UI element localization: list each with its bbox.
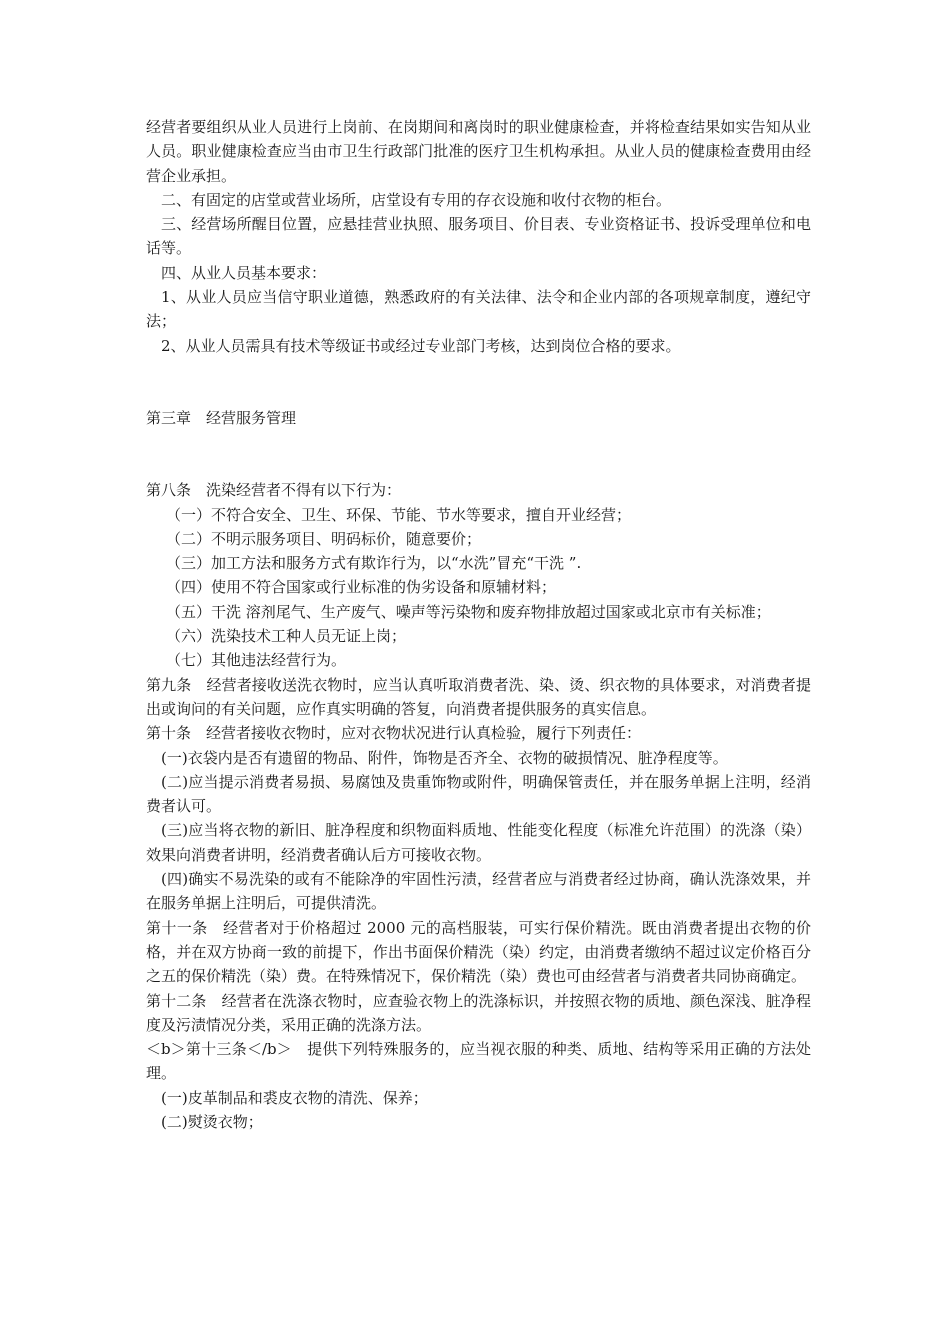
paragraph-sub-2: 2、从业人员需具有技术等级证书或经过专业部门考核，达到岗位合格的要求。	[161, 336, 681, 355]
article-10-item: (三)应当将衣物的新旧、脏净程度和织物面料质地、性能变化程度（标准允许范围）的洗涤（染）效果向消费者讲明，经消费者确认后方可接收衣物。	[146, 821, 811, 864]
article-8-item: （七）其他违法经营行为。	[166, 651, 347, 670]
spacer	[146, 358, 811, 406]
article-10-item: (一)衣袋内是否有遗留的物品、附件，饰物是否齐全、衣物的破损情况、脏净程度等。	[161, 748, 728, 767]
article-8-item: （三）加工方法和服务方式有欺诈行为，以“水洗”冒充“干洗 ”.	[166, 554, 582, 573]
paragraph-sub-1: 1、从业人员应当信守职业道德，熟悉政府的有关法律、法令和企业内部的各项规章制度，遵纪守法；	[146, 288, 811, 331]
paragraph-item-3: 三、经营场所醒目位置，应悬挂营业执照、服务项目、价目表、专业资格证书、投诉受理单位和电话等。	[146, 215, 811, 258]
spacer	[146, 430, 811, 478]
paragraph-item-4: 四、从业人员基本要求：	[161, 263, 327, 282]
article-9: 第九条 经营者接收送洗衣物时，应当认真听取消费者洗、染、烫、织衣物的具体要求，对消费者提出或询问的有关问题，应作真实明确的答复，向消费者提供服务的真实信息。	[146, 675, 811, 718]
paragraph-item-2: 二、有固定的店堂或营业场所，店堂设有专用的存衣设施和收付衣物的柜台。	[161, 190, 672, 209]
article-11: 第十一条 经营者对于价格超过 2000 元的高档服装，可实行保价精洗。既由消费者提出衣物的价格，并在双方协商一致的前提下，作出书面保价精洗（染）约定，由消费者缴纳不超过议定价格百分之五的保价精洗（染）费。在特殊情况下，保价精洗（染）费也可由经营者与消费者共同协商确定。	[146, 918, 811, 986]
article-8-item: （六）洗染技术工种人员无证上岗；	[166, 627, 407, 646]
article-10-item: (四)确实不易洗染的或有不能除净的牢固性污渍，经营者应与消费者经过协商，确认洗涤效果，并在服务单据上注明后，可提供清洗。	[146, 870, 811, 913]
article-10-title: 第十条 经营者接收衣物时，应对衣物状况进行认真检验，履行下列责任：	[146, 724, 642, 743]
article-8-title: 第八条 洗染经营者不得有以下行为：	[146, 481, 402, 500]
article-8-item: （四）使用不符合国家或行业标准的伪劣设备和原辅材料；	[166, 578, 557, 597]
paragraph-health-check: 经营者要组织从业人员进行上岗前、在岗期间和离岗时的职业健康检查，并将检查结果如实告知从业人员。职业健康检查应当由市卫生行政部门批准的医疗卫生机构承担。从业人员的健康检查费用由经营企业承担。	[146, 118, 811, 185]
article-13-item: (二)熨烫衣物；	[161, 1112, 263, 1131]
article-10-item: (二)应当提示消费者易损、易腐蚀及贵重饰物或附件，明确保管责任，并在服务单据上注明，经消费者认可。	[146, 772, 811, 816]
article-13-item: (一)皮革制品和裘皮衣物的清洗、保养；	[161, 1088, 428, 1107]
chapter-heading: 第三章 经营服务管理	[146, 408, 297, 427]
article-13: ＜b＞第十三条＜/b＞ 提供下列特殊服务的，应当视衣服的种类、质地、结构等采用正确的方法处理。	[146, 1040, 811, 1083]
article-8-item: （二）不明示服务项目、明码标价，随意要价；	[166, 529, 482, 548]
article-12: 第十二条 经营者在洗涤衣物时，应查验衣物上的洗涤标识，并按照衣物的质地、颜色深浅、脏净程度及污渍情况分类，采用正确的洗涤方法。	[146, 991, 811, 1034]
document-body	[146, 115, 811, 1134]
article-8-item: （一）不符合安全、卫生、环保、节能、节水等要求，擅自开业经营；	[166, 505, 632, 524]
article-8-item: （五）干洗 溶剂尾气、生产废气、噪声等污染物和废弃物排放超过国家或北京市有关标准；	[166, 602, 771, 621]
